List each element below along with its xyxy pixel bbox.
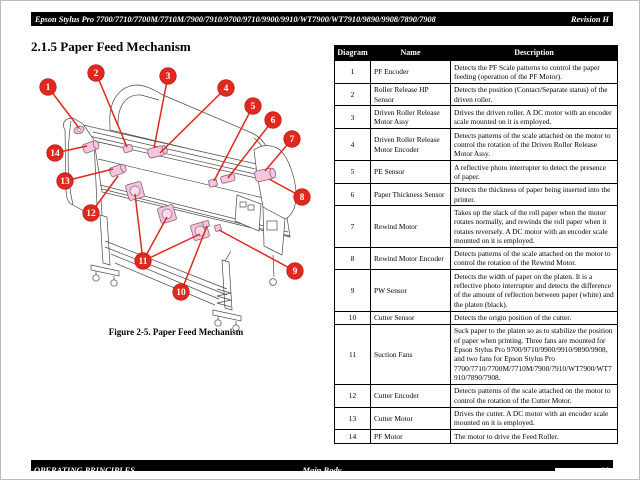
table-row [335, 106, 618, 129]
part-name-cell: PW Sensor [371, 270, 451, 311]
callout-number-9: 9 [292, 267, 298, 278]
table-row [335, 430, 618, 443]
callout-number-6: 6 [270, 116, 276, 127]
callout-number-12: 12 [86, 209, 96, 220]
page-footer [31, 460, 613, 474]
part-name-cell: Paper Thickness Sensor [371, 183, 451, 206]
table-row [335, 183, 618, 206]
header-revision: Revision H [570, 14, 609, 24]
diagram-number-cell: 8 [335, 247, 371, 270]
table-row [335, 161, 618, 184]
part-name-cell: Cutter Motor [371, 407, 451, 430]
page-header-bar [31, 12, 613, 26]
part-name-cell: Cutter Encoder [371, 384, 451, 407]
diagram-number-cell: 6 [335, 183, 371, 206]
page-number: 98 [601, 466, 609, 475]
diagram-number-cell: 4 [335, 129, 371, 161]
part-description-cell: The motor to drive the Feed Roller. [451, 430, 618, 443]
table-row [335, 83, 618, 106]
table-row [335, 247, 618, 270]
callout-leader-line [143, 234, 200, 261]
footer-center-label: Main Body [302, 465, 342, 475]
part-description-cell: Drives the driven roller. A DC motor with an encoder scale mounted on it is employed. [451, 106, 618, 129]
table-row [335, 384, 618, 407]
diagram-number-cell: 2 [335, 83, 371, 106]
diagram-number-cell: 1 [335, 61, 371, 84]
paper-feed-mechanism-figure [26, 59, 326, 337]
callout-number-14: 14 [50, 149, 60, 160]
part-description-cell: Detects the PF Scale patterns to control the paper feeding (operation of the PF Motor). [451, 61, 618, 84]
part-description-cell: Takes up the slack of the roll paper when the motor rotates normally, and rewinds the roll paper when it rotates reversely. A DC motor with an encoder scale mounted on it is employed. [451, 206, 618, 247]
figure-caption: Figure 2-5. Paper Feed Mechanism [108, 327, 244, 337]
column-header-name: Name [371, 46, 451, 61]
part-name-cell: PF Motor [371, 430, 451, 443]
part-name-cell: Driven Roller Release Motor Encoder [371, 129, 451, 161]
diagram-number-cell: 5 [335, 161, 371, 184]
part-description-cell: Detects patterns of the scale attached on the motor to control the rotation of the Rewind Motor. [451, 247, 618, 270]
callout-number-11: 11 [138, 257, 148, 268]
diagram-number-cell: 14 [335, 430, 371, 443]
part-description-cell: Detects patterns of the scale attached on the motor to control the rotation of the Cutter Motor. [451, 384, 618, 407]
table-row [335, 61, 618, 84]
footer-bar-right [555, 460, 613, 475]
part-name-cell: Suction Fans [371, 324, 451, 384]
diagram-number-cell: 7 [335, 206, 371, 247]
callout-number-7: 7 [289, 135, 295, 146]
header-model-list: Epson Stylus Pro 7700/7710/7700M/7710M/7900/7910/9700/9710/9900/9910/WT7900/WT7910/9890/9908/7890/7908 [35, 14, 436, 24]
section-heading: 2.1.5 Paper Feed Mechanism [31, 39, 191, 54]
callout-leader-line [135, 194, 143, 261]
table-row [335, 324, 618, 384]
diagram-number-cell: 10 [335, 311, 371, 324]
column-header-description: Description [451, 46, 618, 61]
table-row [335, 270, 618, 311]
table-row [335, 129, 618, 161]
table-header-row [335, 46, 618, 61]
part-name-cell: Cutter Sensor [371, 311, 451, 324]
table-row [335, 407, 618, 430]
part-description-cell: Detects the position (Contact/Separate status) of the driven roller. [451, 83, 618, 106]
part-description-cell: Detects the width of paper on the platen. It is a reflective photo interrupter and detects the difference of the amount of reflection between paper (white) and the platen (black). [451, 270, 618, 311]
part-description-cell: Detects the thickness of paper being inserted into the printer. [451, 183, 618, 206]
callout-number-5: 5 [250, 102, 256, 113]
part-name-cell: Roller Release HP Sensor [371, 83, 451, 106]
diagram-number-cell: 12 [335, 384, 371, 407]
table-row [335, 311, 618, 324]
part-description-cell: Drives the cutter. A DC motor with an encoder scale mounted on it is employed. [451, 407, 618, 430]
diagram-number-cell: 13 [335, 407, 371, 430]
part-name-cell: Driven Roller Release Motor Assy [371, 106, 451, 129]
part-name-cell: PF Encoder [371, 61, 451, 84]
pe-sensor-part [208, 179, 218, 188]
part-name-cell: Rewind Motor [371, 206, 451, 247]
diagram-number-cell: 9 [335, 270, 371, 311]
part-description-cell: A reflective photo interrupter to detect the presence of paper. [451, 161, 618, 184]
table-row [335, 206, 618, 247]
part-name-cell: PE Sensor [371, 161, 451, 184]
callout-number-10: 10 [176, 288, 186, 299]
callout-number-8: 8 [299, 193, 305, 204]
part-description-cell: Suck paper to the platen so as to stabilize the position of paper when printing. Three fans are mounted for Epson Stylus Pro 9700/9710/9900/9910/9890/9908, and two fans for Epson Stylus Pro 7700/7710/7700M/7710M/7900/7910/WT7900/WT7910/7890/7908. [451, 324, 618, 384]
diagram-number-cell: 11 [335, 324, 371, 384]
callout-number-3: 3 [165, 72, 171, 83]
callout-number-4: 4 [223, 84, 229, 95]
part-name-cell: Rewind Motor Encoder [371, 247, 451, 270]
paper-feed-parts-table [334, 45, 618, 444]
callout-number-2: 2 [93, 69, 99, 80]
part-description-cell: Detects patterns of the scale attached on the motor to control the rotation of the Driven Roller Release Motor Assy. [451, 129, 618, 161]
callout-number-13: 13 [60, 177, 70, 188]
part-description-cell: Detects the origin position of the cutter. [451, 311, 618, 324]
diagram-number-cell: 3 [335, 106, 371, 129]
footer-section-label: OPERATING PRINCIPLES [34, 465, 135, 475]
column-header-diagram: Diagram [335, 46, 371, 61]
callout-number-1: 1 [45, 83, 51, 94]
